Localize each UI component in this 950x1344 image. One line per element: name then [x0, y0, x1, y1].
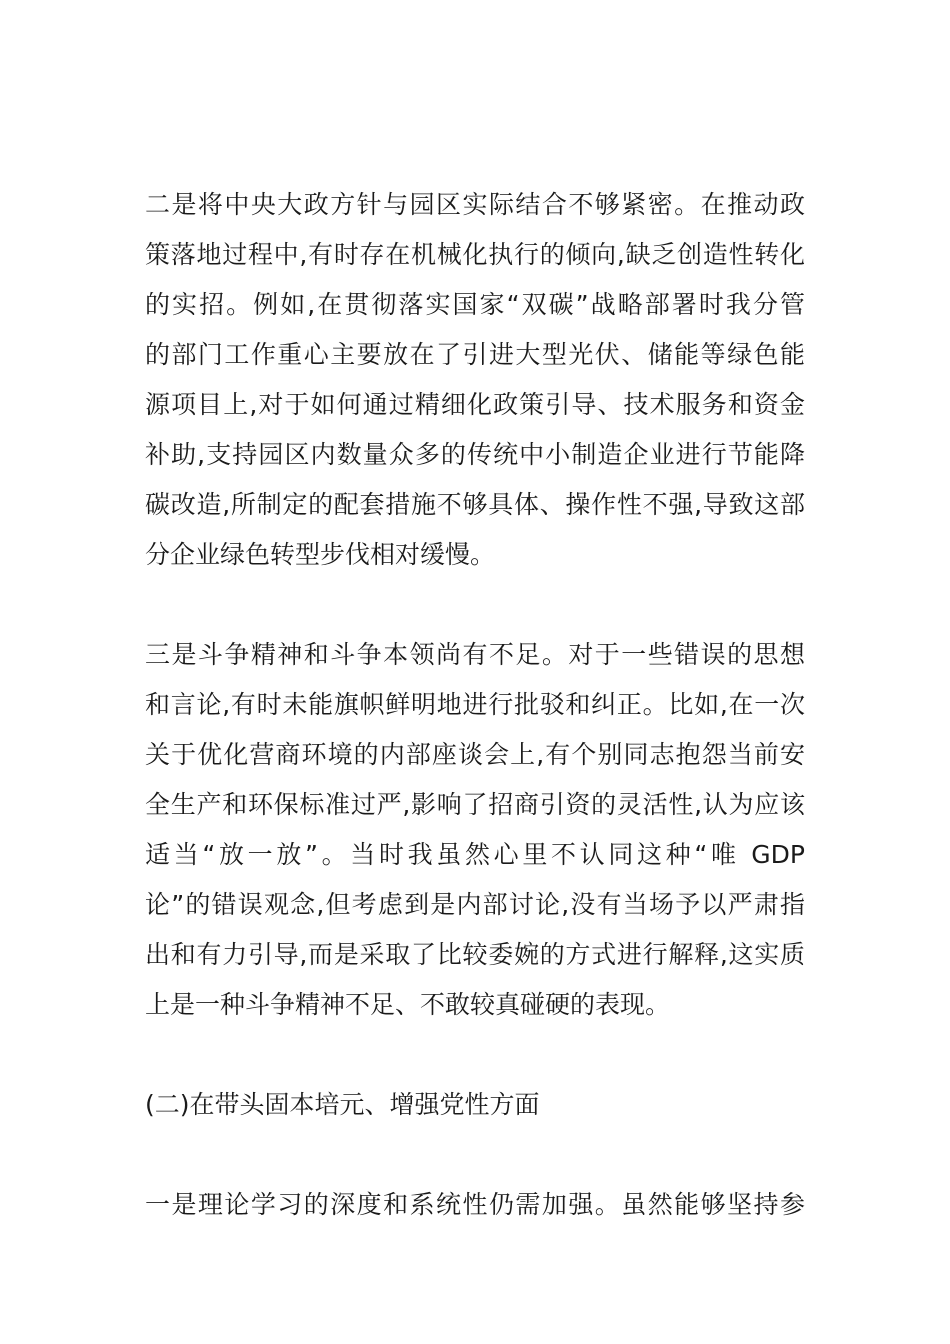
- text-line: 三是斗争精神和斗争本领尚有不足。对于一些错误的思想: [145, 640, 805, 669]
- document-body: [145, 180, 805, 1280]
- text-line: 和言论,有时未能旗帜鲜明地进行批驳和纠正。比如,在一次: [145, 690, 805, 719]
- text-line: 全生产和环保标准过严,影响了招商引资的灵活性,认为应该: [145, 790, 805, 819]
- text-line: 出和有力引导,而是采取了比较委婉的方式进行解释,这实质: [145, 940, 805, 969]
- text-line: 的部门工作重心主要放在了引进大型光伏、储能等绿色能: [145, 340, 805, 369]
- text-line: 分企业绿色转型步伐相对缓慢。: [145, 540, 496, 569]
- text-line: 关于优化营商环境的内部座谈会上,有个别同志抱怨当前安: [145, 740, 805, 769]
- text-line: 补助,支持园区内数量众多的传统中小制造企业进行节能降: [145, 440, 805, 469]
- text-line: 上是一种斗争精神不足、不敢较真碰硬的表现。: [145, 990, 671, 1019]
- paragraph-1: [145, 180, 805, 580]
- paragraph-2: [145, 630, 805, 1030]
- text-line: 一是理论学习的深度和系统性仍需加强。虽然能够坚持参: [145, 1190, 805, 1219]
- section-heading-text: (二)在带头固本培元、增强党性方面: [145, 1090, 540, 1119]
- section-heading: [145, 1080, 805, 1130]
- text-line: 论”的错误观念,但考虑到是内部讨论,没有当场予以严肃指: [145, 890, 805, 919]
- text-line: 二是将中央大政方针与园区实际结合不够紧密。在推动政: [145, 190, 805, 219]
- paragraph-3: [145, 1180, 805, 1230]
- text-line: 碳改造,所制定的配套措施不够具体、操作性不强,导致这部: [145, 490, 805, 519]
- text-line: 的实招。例如,在贯彻落实国家“双碳”战略部署时我分管: [145, 290, 805, 319]
- text-line: 策落地过程中,有时存在机械化执行的倾向,缺乏创造性转化: [145, 240, 805, 269]
- text-line: 源项目上,对于如何通过精细化政策引导、技术服务和资金: [145, 390, 805, 419]
- text-line: 适当“放一放”。当时我虽然心里不认同这种“唯 GDP: [145, 840, 805, 869]
